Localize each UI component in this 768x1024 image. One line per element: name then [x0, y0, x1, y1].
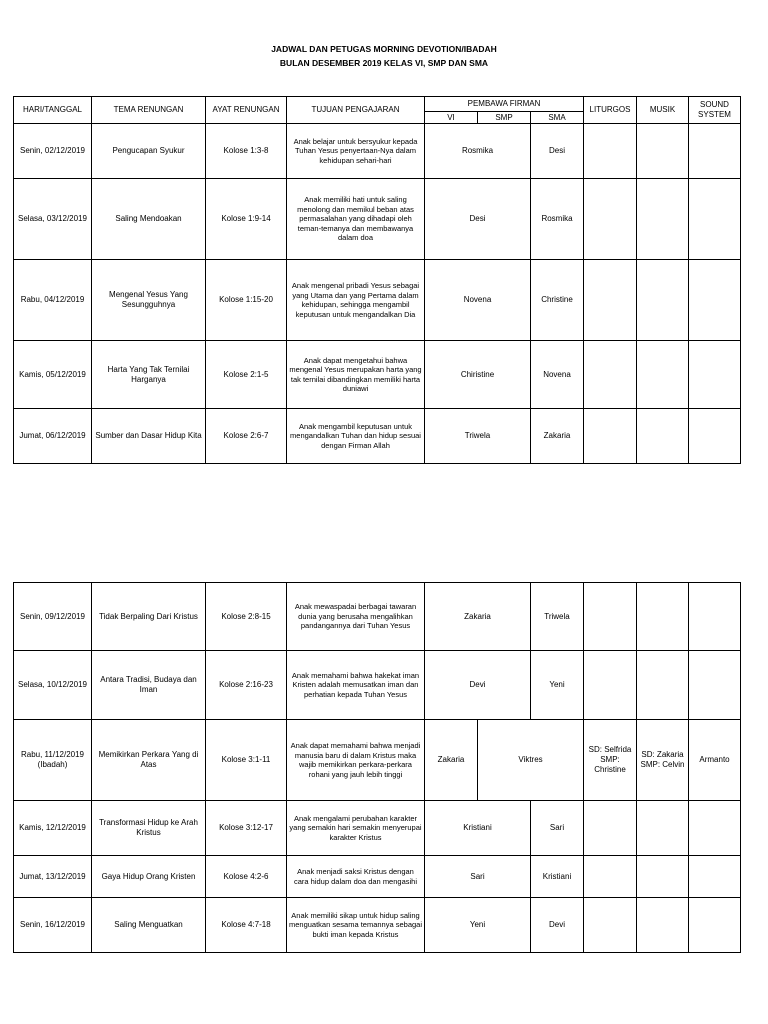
cell-hari: Selasa, 03/12/2019: [14, 179, 92, 260]
cell-sma: Yeni: [531, 651, 584, 720]
cell-tujuan: Anak memiliki hati untuk saling menolong dan memikul beban atas permasalahan yang dihadapi oleh teman-temanya dan membawanya dalam doa: [287, 179, 425, 260]
cell-vi-smp: Zakaria: [425, 583, 531, 651]
cell-vi: Zakaria: [425, 720, 478, 801]
cell-musik: [637, 801, 689, 856]
cell-hari: Senin, 09/12/2019: [14, 583, 92, 651]
cell-liturgos: [584, 409, 637, 464]
cell-sma: Novena: [531, 341, 584, 409]
cell-musik: [637, 651, 689, 720]
cell-ayat: Kolose 2:8-15: [206, 583, 287, 651]
cell-vi-smp: Desi: [425, 179, 531, 260]
cell-smp-sma: Viktres: [478, 720, 584, 801]
cell-musik: [637, 898, 689, 953]
cell-tujuan: Anak mengalami perubahan karakter yang semakin hari semakin menyerupai karakter Kristus: [287, 801, 425, 856]
cell-vi-smp: Devi: [425, 651, 531, 720]
table-row: [14, 341, 741, 409]
cell-sound: [689, 856, 741, 898]
cell-liturgos: [584, 583, 637, 651]
cell-ayat: Kolose 1:9-14: [206, 179, 287, 260]
cell-musik: SD: Zakaria SMP: Celvin: [637, 720, 689, 801]
cell-liturgos: [584, 898, 637, 953]
cell-hari: Senin, 02/12/2019: [14, 124, 92, 179]
cell-ayat: Kolose 3:1-11: [206, 720, 287, 801]
cell-vi-smp: Novena: [425, 260, 531, 341]
cell-liturgos: [584, 651, 637, 720]
header-pembawa: PEMBAWA FIRMAN: [425, 97, 584, 112]
cell-sound: [689, 179, 741, 260]
cell-sma: Desi: [531, 124, 584, 179]
table-row: [14, 801, 741, 856]
cell-liturgos: [584, 856, 637, 898]
header-smp: SMP: [478, 112, 531, 124]
cell-sma: Triwela: [531, 583, 584, 651]
cell-sound: [689, 409, 741, 464]
cell-tema: Memikirkan Perkara Yang di Atas: [92, 720, 206, 801]
cell-hari: Jumat, 06/12/2019: [14, 409, 92, 464]
cell-tema: Saling Mendoakan: [92, 179, 206, 260]
cell-ayat: Kolose 2:6-7: [206, 409, 287, 464]
cell-tema: Mengenal Yesus Yang Sesungguhnya: [92, 260, 206, 341]
cell-sma: Kristiani: [531, 856, 584, 898]
header-tujuan: TUJUAN PENGAJARAN: [287, 97, 425, 124]
cell-tema: Sumber dan Dasar Hidup Kita: [92, 409, 206, 464]
cell-tema: Pengucapan Syukur: [92, 124, 206, 179]
cell-liturgos: [584, 179, 637, 260]
cell-sound: [689, 898, 741, 953]
cell-vi-smp: Triwela: [425, 409, 531, 464]
schedule-table-2: [13, 582, 741, 953]
cell-hari: Selasa, 10/12/2019: [14, 651, 92, 720]
header-sma: SMA: [531, 112, 584, 124]
cell-sound: [689, 124, 741, 179]
cell-liturgos: [584, 341, 637, 409]
cell-tujuan: Anak dapat memahami bahwa menjadi manusia baru di dalam Kristus maka wajib memikirkan perkara-perkara rohani yang jauh lebih tinggi: [287, 720, 425, 801]
cell-musik: [637, 341, 689, 409]
header-vi: VI: [425, 112, 478, 124]
table-row: [14, 651, 741, 720]
cell-sma: Devi: [531, 898, 584, 953]
table-row: [14, 260, 741, 341]
cell-ayat: Kolose 2:16-23: [206, 651, 287, 720]
cell-ayat: Kolose 4:2-6: [206, 856, 287, 898]
cell-liturgos: SD: Selfrida SMP: Christine: [584, 720, 637, 801]
cell-tema: Harta Yang Tak Ternilai Harganya: [92, 341, 206, 409]
cell-hari: Rabu, 04/12/2019: [14, 260, 92, 341]
cell-musik: [637, 260, 689, 341]
cell-hari: Kamis, 12/12/2019: [14, 801, 92, 856]
cell-tujuan: Anak menjadi saksi Kristus dengan cara hidup dalam doa dan mengasihi: [287, 856, 425, 898]
cell-musik: [637, 124, 689, 179]
cell-ayat: Kolose 1:15-20: [206, 260, 287, 341]
cell-tujuan: Anak memiliki sikap untuk hidup saling menguatkan sesama temannya sebagai bukti iman kepada Kristus: [287, 898, 425, 953]
header-musik: MUSIK: [637, 97, 689, 124]
header-liturgos: LITURGOS: [584, 97, 637, 124]
cell-vi-smp: Sari: [425, 856, 531, 898]
cell-hari: Rabu, 11/12/2019 (Ibadah): [14, 720, 92, 801]
cell-vi-smp: Yeni: [425, 898, 531, 953]
cell-tujuan: Anak belajar untuk bersyukur kepada Tuhan Yesus penyertaan-Nya dalam kehidupan sehari-hari: [287, 124, 425, 179]
table-row: [14, 583, 741, 651]
cell-sma: Zakaria: [531, 409, 584, 464]
cell-sma: Rosmika: [531, 179, 584, 260]
header-ayat: AYAT RENUNGAN: [206, 97, 287, 124]
header-tema: TEMA RENUNGAN: [92, 97, 206, 124]
cell-ayat: Kolose 1:3-8: [206, 124, 287, 179]
cell-sound: [689, 801, 741, 856]
cell-sma: Sari: [531, 801, 584, 856]
cell-tujuan: Anak memahami bahwa hakekat iman Kristen adalah memusatkan iman dan perhatian kepada Tuhan Yesus: [287, 651, 425, 720]
schedule-table-1: [13, 96, 741, 464]
table-row: [14, 124, 741, 179]
cell-tujuan: Anak mewaspadai berbagai tawaran dunia yang berusaha mengalihkan pandangannya dari Tuhan Yesus: [287, 583, 425, 651]
cell-sound: [689, 583, 741, 651]
cell-hari: Jumat, 13/12/2019: [14, 856, 92, 898]
cell-ayat: Kolose 2:1-5: [206, 341, 287, 409]
cell-sound: Armanto: [689, 720, 741, 801]
table-row: [14, 856, 741, 898]
title-line-1: JADWAL DAN PETUGAS MORNING DEVOTION/IBADAH: [271, 44, 497, 54]
cell-sma: Christine: [531, 260, 584, 341]
cell-sound: [689, 341, 741, 409]
cell-tema: Transformasi Hidup ke Arah Kristus: [92, 801, 206, 856]
cell-hari: Senin, 16/12/2019: [14, 898, 92, 953]
cell-ayat: Kolose 3:12-17: [206, 801, 287, 856]
cell-tema: Gaya Hidup Orang Kristen: [92, 856, 206, 898]
cell-musik: [637, 583, 689, 651]
cell-tema: Antara Tradisi, Budaya dan Iman: [92, 651, 206, 720]
cell-tema: Saling Menguatkan: [92, 898, 206, 953]
cell-hari: Kamis, 05/12/2019: [14, 341, 92, 409]
header-hari: HARI/TANGGAL: [14, 97, 92, 124]
cell-tujuan: Anak mengenal pribadi Yesus sebagai yang Utama dan yang Pertama dalam kehidupan, sehingga mengambil keputusan untuk mengandalkan Dia: [287, 260, 425, 341]
table-row: [14, 179, 741, 260]
title-line-2: BULAN DESEMBER 2019 KELAS VI, SMP DAN SMA: [279, 58, 489, 68]
cell-liturgos: [584, 260, 637, 341]
document-title: [0, 42, 768, 70]
cell-vi-smp: Kristiani: [425, 801, 531, 856]
cell-liturgos: [584, 124, 637, 179]
cell-vi-smp: Chiristine: [425, 341, 531, 409]
cell-vi-smp: Rosmika: [425, 124, 531, 179]
cell-musik: [637, 179, 689, 260]
cell-tujuan: Anak dapat mengetahui bahwa mengenal Yesus merupakan harta yang tak ternilai dibandingkan memiliki harta duniawi: [287, 341, 425, 409]
table-row: [14, 720, 741, 801]
header-sound: SOUND SYSTEM: [689, 97, 741, 124]
cell-musik: [637, 856, 689, 898]
cell-liturgos: [584, 801, 637, 856]
cell-ayat: Kolose 4:7-18: [206, 898, 287, 953]
cell-tujuan: Anak mengambil keputusan untuk mengandalkan Tuhan dan hidup sesuai dengan Firman Allah: [287, 409, 425, 464]
cell-tema: Tidak Berpaling Dari Kristus: [92, 583, 206, 651]
cell-sound: [689, 651, 741, 720]
table-row: [14, 409, 741, 464]
cell-sound: [689, 260, 741, 341]
cell-musik: [637, 409, 689, 464]
table-row: [14, 898, 741, 953]
